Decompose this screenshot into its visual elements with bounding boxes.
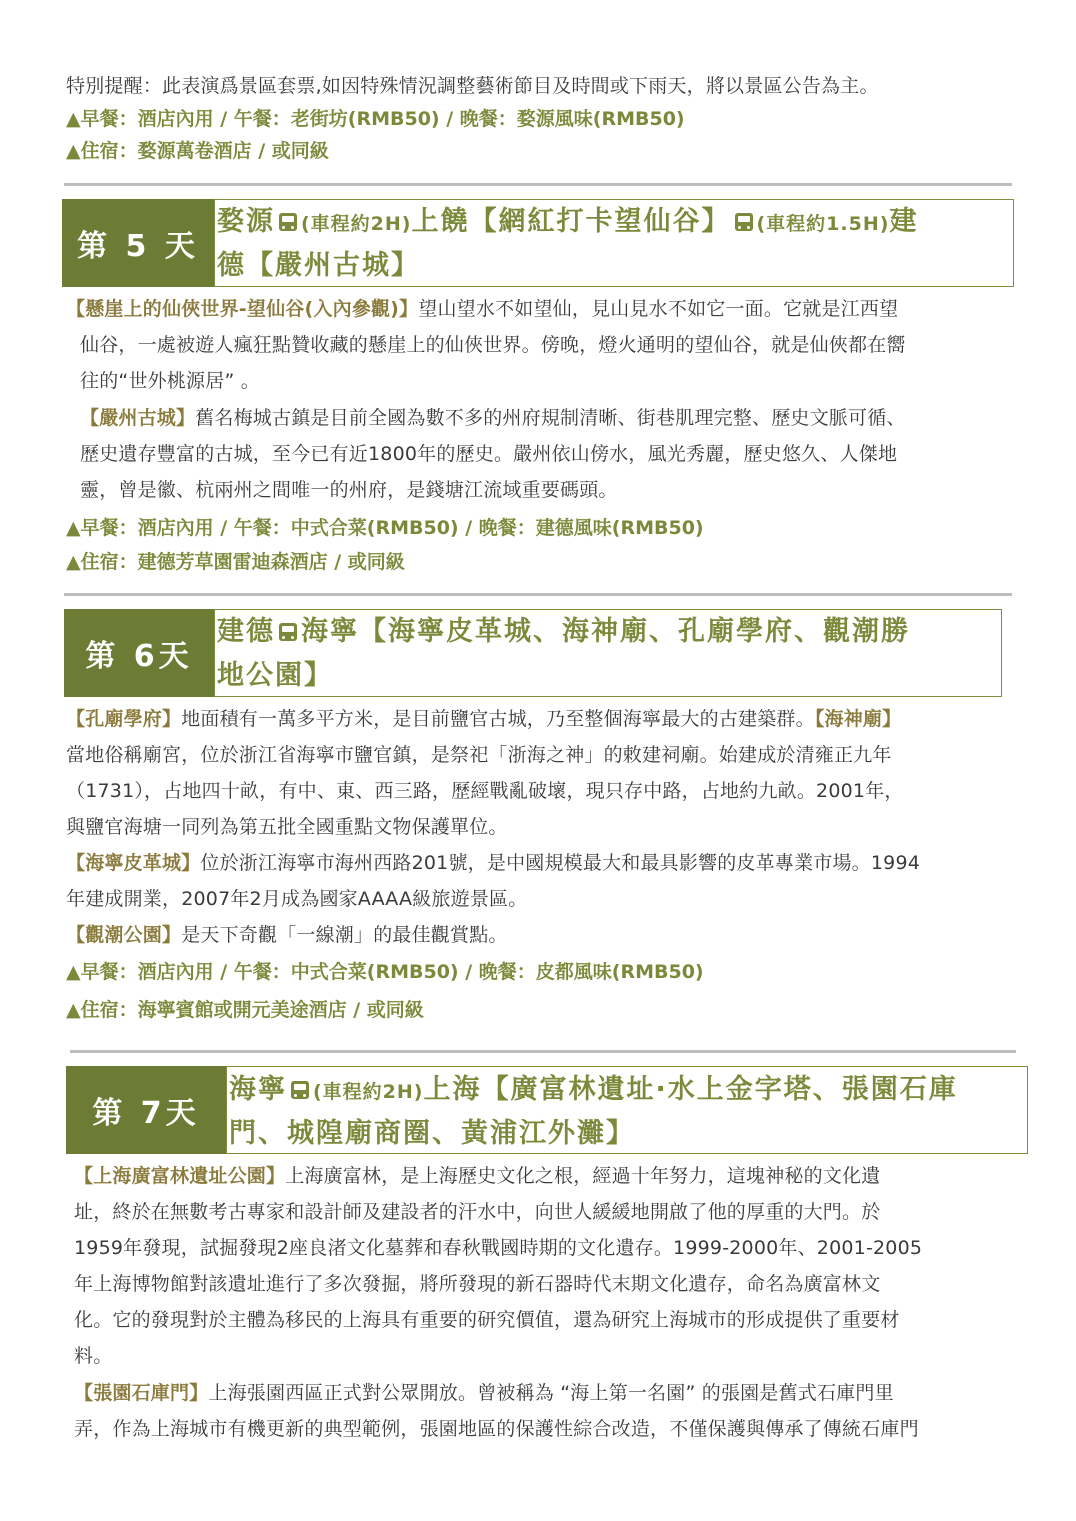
day-5-paragraph-2-line-2: 歷史遺存豐富的古城，至今已有近1800年的歷史。嚴州依山傍水，風光秀麗，歷史悠久、人傑地 bbox=[80, 443, 898, 465]
day-7-drive-time: (車程約2H) bbox=[313, 1081, 424, 1103]
day-6-destination: 海寧【海寧皮革城、海神廟、孔廟學府、觀潮勝 bbox=[301, 616, 910, 647]
paragraph-text: 是天下奇觀「一線潮」的最佳觀賞點。 bbox=[181, 924, 508, 946]
attraction-tag: 【張園石庫門】 bbox=[74, 1382, 209, 1404]
attraction-tag: 【海神廟】 bbox=[814, 708, 902, 730]
day-7-paragraph-1-line-5: 化。它的發現對於主體為移民的上海具有重要的研究價值，還為研究上海城市的形成提供了重要材 bbox=[74, 1309, 900, 1331]
bus-icon bbox=[735, 213, 753, 231]
day-7-title-box bbox=[226, 1066, 1028, 1154]
attraction-tag: 【嚴州古城】 bbox=[80, 407, 196, 429]
day-5-paragraph-1-line-1 bbox=[66, 296, 898, 322]
day-7-destination: 上海【廣富林遺址·水上金字塔、張園石庫 bbox=[423, 1074, 958, 1105]
attraction-tag: 【懸崖上的仙俠世界-望仙谷(入內參觀)】 bbox=[66, 298, 419, 320]
day-5-origin: 婺源 bbox=[217, 206, 275, 237]
paragraph-text: 地面積有一萬多平方米，是目前鹽官古城，乃至整個海寧最大的古建築群。 bbox=[181, 708, 815, 730]
day-6-title-box bbox=[214, 609, 1002, 697]
day-6-paragraph-1-line-1 bbox=[66, 706, 901, 732]
day-5-paragraph-2-line-1 bbox=[80, 405, 906, 431]
attraction-tag: 【孔廟學府】 bbox=[66, 708, 182, 730]
day-7-label: 第 7天 bbox=[66, 1066, 226, 1154]
day-5-drive-time-2: (車程約1.5H) bbox=[756, 213, 890, 235]
day-5-stop-2-start: 建 bbox=[889, 206, 919, 237]
day-6-paragraph-2-line-2: 年建成開業，2007年2月成為國家AAAA級旅遊景區。 bbox=[66, 888, 528, 910]
day-7-origin: 海寧 bbox=[229, 1074, 287, 1105]
day-7-paragraph-1-line-4: 年上海博物館對該遺址進行了多次發掘，將所發現的新石器時代末期文化遺存，命名為廣富林文 bbox=[74, 1273, 881, 1295]
day-6-paragraph-3-line-1 bbox=[66, 922, 508, 948]
day-7-paragraph-2-line-1 bbox=[74, 1380, 894, 1406]
divider bbox=[64, 183, 1012, 186]
day-6-paragraph-1-line-2: 當地俗稱廟宮，位於浙江省海寧市鹽官鎮，是祭祀「浙海之神」的敕建祠廟。始建成於清雍正九年 bbox=[66, 744, 892, 766]
attraction-tag: 【觀潮公園】 bbox=[66, 924, 182, 946]
attraction-tag: 【海寧皮革城】 bbox=[66, 852, 201, 874]
meals-day5: ▲早餐：酒店內用 / 午餐：中式合菜(RMB50) / 晚餐：建德風味(RMB50) bbox=[66, 517, 704, 539]
day-6-paragraph-2-line-1 bbox=[66, 850, 920, 876]
meals-day4: ▲早餐：酒店內用 / 午餐：老街坊(RMB50) / 晚餐：婺源風味(RMB50) bbox=[66, 108, 685, 130]
paragraph-text: 望山望水不如望仙，見山見水不如它一面。它就是江西望 bbox=[418, 298, 899, 320]
bus-icon bbox=[279, 623, 297, 641]
day-5-title-line1 bbox=[217, 202, 918, 244]
day-7-paragraph-1-line-6: 料。 bbox=[74, 1345, 113, 1367]
day-5-paragraph-1-line-3: 往的“世外桃源居” 。 bbox=[80, 370, 260, 392]
day-6-origin: 建德 bbox=[217, 616, 275, 647]
paragraph-text: 舊名梅城古鎮是目前全國為數不多的州府規制清晰、街巷肌理完整、歷史文脈可循、 bbox=[195, 407, 906, 429]
hotel-day6: ▲住宿：海寧賓館或開元美途酒店 / 或同級 bbox=[66, 999, 424, 1021]
day-7-paragraph-1-line-3: 1959年發現，試掘發現2座良渚文化墓葬和春秋戰國時期的文化遺存。1999-2000年、2001-2005 bbox=[74, 1237, 923, 1259]
hotel-day4: ▲住宿：婺源萬卷酒店 / 或同級 bbox=[66, 140, 329, 162]
day-5-paragraph-1-line-2: 仙谷，一處被遊人瘋狂點贊收藏的懸崖上的仙俠世界。傍晚，燈火通明的望仙谷，就是仙俠都在嚮 bbox=[80, 334, 906, 356]
day-6-title-line1 bbox=[217, 612, 910, 652]
day-7-title-line2: 門、城隍廟商圈、黃浦江外灘】 bbox=[229, 1118, 635, 1149]
day-6-label: 第 6天 bbox=[64, 609, 214, 697]
meals-day6: ▲早餐：酒店內用 / 午餐：中式合菜(RMB50) / 晚餐：皮都風味(RMB50) bbox=[66, 961, 704, 983]
day-5-stop-1: 上饒【網紅打卡望仙谷】 bbox=[411, 206, 731, 237]
day-5-title-line2: 德【嚴州古城】 bbox=[217, 250, 420, 281]
day-5-title-box bbox=[214, 199, 1014, 287]
day-7-paragraph-1-line-1 bbox=[74, 1163, 880, 1189]
special-notice: 特別提醒：此表演爲景區套票,如因特殊情況調整藝術節目及時間或下雨天，將以景區公告為主。 bbox=[66, 75, 879, 97]
divider bbox=[70, 1050, 1016, 1053]
day-5-label: 第 5 天 bbox=[62, 199, 214, 287]
day-6-paragraph-1-line-4: 與鹽官海塘一同列為第五批全國重點文物保護單位。 bbox=[66, 816, 508, 838]
bus-icon bbox=[279, 213, 297, 231]
hotel-day5: ▲住宿：建德芳草園雷迪森酒店 / 或同級 bbox=[66, 551, 405, 573]
paragraph-text: 上海張園西區正式對公眾開放。曾被稱為 “海上第一名園” 的張園是舊式石庫門里 bbox=[208, 1382, 894, 1404]
day-5-paragraph-2-line-3: 靈，曾是徽、杭兩州之間唯一的州府，是錢塘江流域重要碼頭。 bbox=[80, 479, 618, 501]
paragraph-text: 位於浙江海寧市海州西路201號，是中國規模最大和最具影響的皮革專業市場。1994 bbox=[200, 852, 921, 874]
day-7-paragraph-2-line-2: 弄，作為上海城市有機更新的典型範例，張園地區的保護性綜合改造，不僅保護與傳承了傳統石庫門 bbox=[74, 1418, 919, 1440]
day-7-paragraph-1-line-2: 址，終於在無數考古專家和設計師及建設者的汗水中，向世人緩緩地開啟了他的厚重的大門。於 bbox=[74, 1201, 881, 1223]
day-6-paragraph-1-line-3: （1731），占地四十畝，有中、東、西三路，歷經戰亂破壞，現只存中路，占地約九畝。2001年， bbox=[66, 780, 904, 802]
divider bbox=[64, 593, 1012, 596]
bus-icon bbox=[291, 1081, 309, 1099]
paragraph-text: 上海廣富林，是上海歷史文化之根，經過十年努力，這塊神秘的文化遺 bbox=[285, 1165, 881, 1187]
day-6-title-line2: 地公園】 bbox=[217, 660, 333, 691]
day-5-drive-time-1: (車程約2H) bbox=[301, 213, 412, 235]
day-7-title-line1 bbox=[229, 1070, 958, 1112]
attraction-tag: 【上海廣富林遺址公園】 bbox=[74, 1165, 286, 1187]
